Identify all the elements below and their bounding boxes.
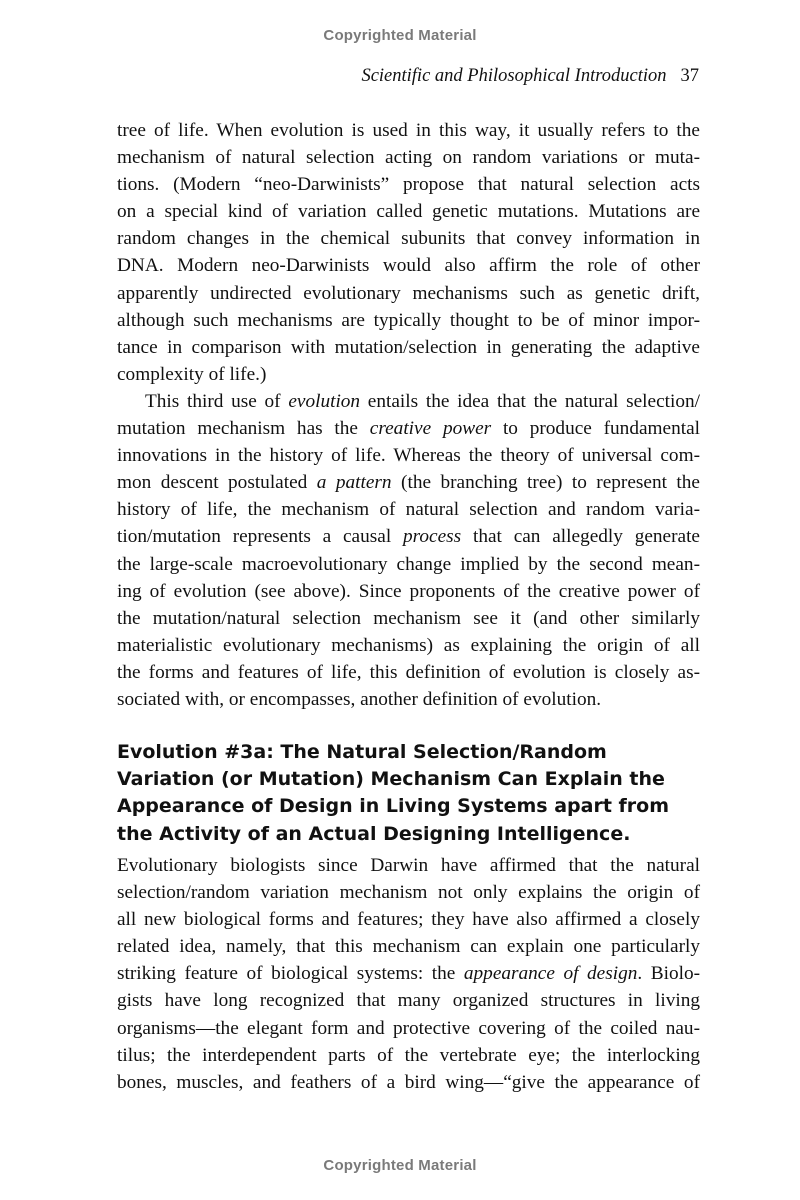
text-line: tilus; the interdependent parts of the vertebrate eye; the interlocking <box>117 1044 700 1066</box>
emphasis: process <box>402 526 462 548</box>
text-line: DNA. Modern neo-Darwinists would also affirm the role of other <box>117 255 700 277</box>
text-line: tion/mutation represents a causal process that can allegedly generate <box>117 526 700 548</box>
text-line: mechanism of natural selection acting on random variations or muta- <box>117 147 700 169</box>
text-line: sociated with, or encompasses, another definition of evolution. <box>117 689 602 711</box>
text-line: mon descent postulated a pattern (the branching tree) to represent the <box>117 472 700 494</box>
paragraph-continued <box>117 117 700 388</box>
text-line: materialistic evolutionary mechanisms) as explaining the origin of all <box>117 634 700 656</box>
text-line: gists have long recognized that many organized structures in living <box>117 990 700 1012</box>
text-line: innovations in the history of life. Whereas the theory of universal com- <box>117 445 700 467</box>
text-line: random changes in the chemical subunits that convey information in <box>117 228 700 250</box>
running-head <box>361 66 699 87</box>
text-line: selection/random variation mechanism not only explains the origin of <box>117 882 700 904</box>
text-line: organisms—the elegant form and protective covering of the coiled nau- <box>117 1017 700 1039</box>
text-line: striking feature of biological systems: the appearance of design. Biolo- <box>117 963 701 985</box>
text-line: mutation mechanism has the creative power to produce fundamental <box>117 418 700 440</box>
heading-line: Variation (or Mutation) Mechanism Can Explain the <box>117 768 665 791</box>
copyright-watermark-top: Copyrighted Material <box>323 27 477 44</box>
heading-line: the Activity of an Actual Designing Intelligence. <box>117 822 631 845</box>
text-line: complexity of life.) <box>117 363 267 385</box>
text-line: tance in comparison with mutation/selection in generating the adaptive <box>117 336 700 358</box>
section-heading <box>117 739 717 848</box>
text-line: although such mechanisms are typically thought to be of minor impor- <box>117 309 700 331</box>
page-number: 37 <box>680 66 699 86</box>
text-line: the large-scale macroevolutionary change implied by the second mean- <box>117 553 700 575</box>
text-line: This third use of evolution entails the idea that the natural selection/ <box>145 391 700 412</box>
text-line: related idea, namely, that this mechanism can explain one particularly <box>117 936 700 958</box>
running-head-title: Scientific and Philosophical Introduction <box>361 66 667 86</box>
text-line: tions. (Modern “neo-Darwinists” propose that natural selection acts <box>117 174 700 196</box>
text-line: all new biological forms and features; they have also affirmed a closely <box>117 909 700 931</box>
text-line: tree of life. When evolution is used in this way, it usually refers to the <box>117 120 700 141</box>
emphasis: evolution <box>288 391 361 412</box>
text-line: bones, muscles, and feathers of a bird wing—“give the appearance of <box>117 1071 700 1093</box>
copyright-watermark-bottom: Copyrighted Material <box>323 1157 477 1174</box>
text-line: the forms and features of life, this definition of evolution is closely as- <box>117 661 700 683</box>
heading-line: Appearance of Design in Living Systems apart from <box>117 795 670 818</box>
text-line: history of life, the mechanism of natural selection and random varia- <box>117 499 700 521</box>
text-line: the mutation/natural selection mechanism see it (and other similarly <box>117 607 700 629</box>
emphasis: a pattern <box>316 472 392 494</box>
paragraph-appearance-of-design <box>117 852 700 1096</box>
emphasis: creative power <box>369 418 492 440</box>
text-line: on a special kind of variation called genetic mutations. Mutations are <box>117 201 700 223</box>
emphasis: appearance of design <box>463 963 638 985</box>
text-line: apparently undirected evolutionary mechanisms such as genetic drift, <box>117 282 700 304</box>
text-line: Evolutionary biologists since Darwin have affirmed that the natural <box>117 855 700 876</box>
heading-line: Evolution #3a: The Natural Selection/Random <box>117 741 607 763</box>
paragraph-third-use <box>117 388 700 713</box>
text-line: ing of evolution (see above). Since proponents of the creative power of <box>117 580 700 602</box>
